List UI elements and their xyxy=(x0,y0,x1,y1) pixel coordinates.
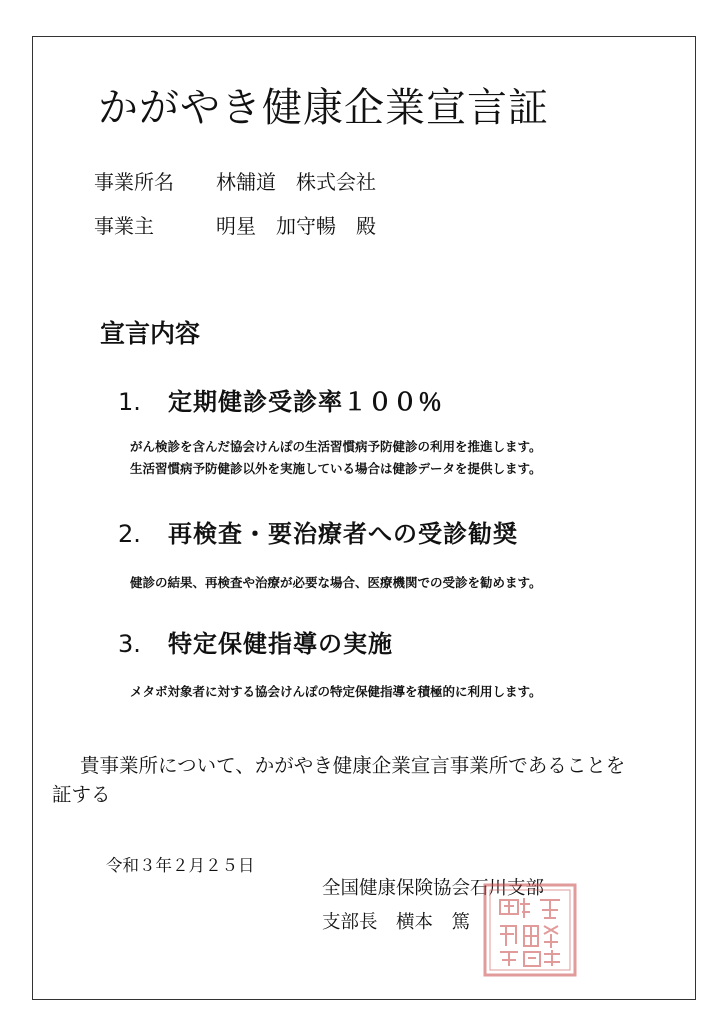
item-title: 特定保健指導の実施 xyxy=(168,630,393,658)
item-number: 1. xyxy=(118,388,141,416)
item-title: 定期健診受診率１００％ xyxy=(168,388,443,416)
item-description xyxy=(130,436,542,480)
owner-name: 明星 加守暢 殿 xyxy=(216,214,376,238)
official-seal-stamp xyxy=(482,882,578,978)
issue-date: 令和３年２月２５日 xyxy=(106,856,255,875)
item-heading xyxy=(118,624,393,659)
description-line: メタボ対象者に対する協会けんぽの特定保健指導を積極的に利用します。 xyxy=(130,684,542,699)
item-description xyxy=(130,681,542,703)
certification-statement: 貴事業所について、かがやき健康企業宣言事業所であることを xyxy=(80,754,626,777)
item-title: 再検査・要治療者への受診勧奨 xyxy=(168,520,518,548)
owner-row xyxy=(94,210,376,239)
issuer-organization: 全国健康保険協会石川支部 xyxy=(322,878,545,899)
company-row xyxy=(94,166,376,195)
description-line: 生活習慣病予防健診以外を実施している場合は健診データを提供します。 xyxy=(130,461,542,476)
item-heading xyxy=(118,514,518,549)
owner-label: 事業主 xyxy=(94,214,154,238)
item-description xyxy=(130,572,542,594)
item-heading xyxy=(118,382,443,417)
certificate-title: かがやき健康企業宣言証 xyxy=(98,85,549,131)
description-line: 健診の結果、再検査や治療が必要な場合、医療機関での受診を勧めます。 xyxy=(130,575,542,590)
item-number: 3. xyxy=(118,630,141,658)
section-title: 宣言内容 xyxy=(100,319,201,348)
certification-statement-end: 証する xyxy=(52,783,111,806)
item-number: 2. xyxy=(118,520,141,548)
company-name: 林舗道 株式会社 xyxy=(216,170,376,194)
description-line: がん検診を含んだ協会けんぽの生活習慣病予防健診の利用を推進します。 xyxy=(130,439,542,454)
company-label: 事業所名 xyxy=(94,170,174,194)
issuer-name: 支部長 横本 篤 xyxy=(322,912,471,933)
